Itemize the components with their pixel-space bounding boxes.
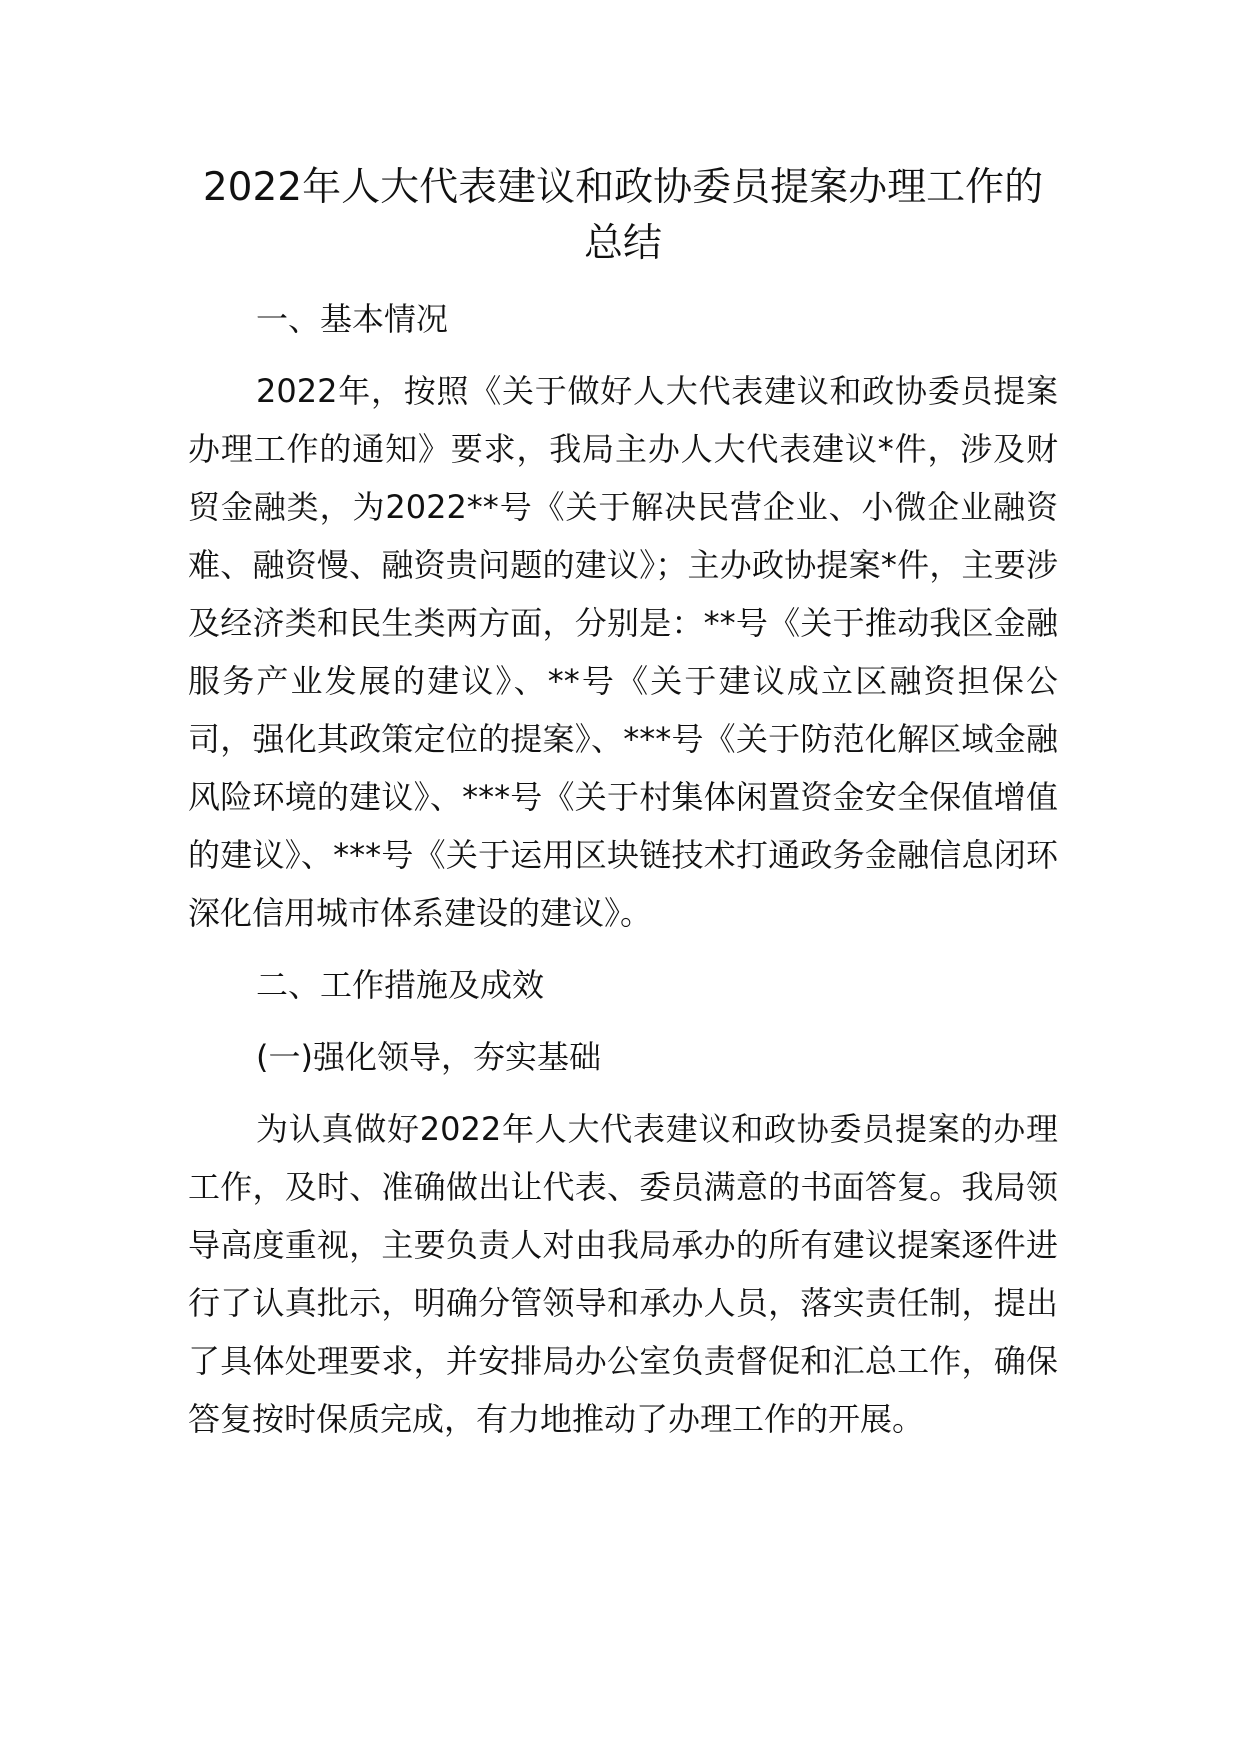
document-page [188,160,1058,1448]
paragraph-leadership: 为认真做好2022年人大代表建议和政协委员提案的办理工作，及时、准确做出让代表、委员满意的书面答复。我局领导高度重视，主要负责人对由我局承办的所有建议提案逐件进行了认真批示，明确分管领导和承办人员，落实责任制，提出了具体处理要求，并安排局办公室负责督促和汇总工作，确保答复按时保质完成，有力地推动了办理工作的开展。 [188,1110,1058,1438]
paragraph-basic-situation: 2022年，按照《关于做好人大代表建议和政协委员提案办理工作的通知》要求，我局主办人大代表建议*件，涉及财贸金融类，为2022**号《关于解决民营企业、小微企业融资难、融资慢、融资贵问题的建议》；主办政协提案*件，主要涉及经济类和民生类两方面，分别是：**号《关于推动我区金融服务产业发展的建议》、**号《关于建议成立区融资担保公司，强化其政策定位的提案》、***号《关于防范化解区域金融风险环境的建议》、***号《关于村集体闲置资金安全保值增值的建议》、***号《关于运用区块链技术打通政务金融信息闭环深化信用城市体系建设的建议》。 [188,372,1058,932]
subsection-heading-leadership: (一)强化领导，夯实基础 [256,1038,601,1076]
spacer [188,1014,1058,1028]
spacer [188,348,1058,362]
spacer [188,1086,1058,1100]
section-heading-basic-situation: 一、基本情况 [256,300,449,338]
section-heading-measures: 二、工作措施及成效 [256,966,545,1004]
spacer [188,942,1058,956]
title-spacer [188,272,1058,290]
document-title: 2022年人大代表建议和政协委员提案办理工作的总结 [202,165,1044,266]
